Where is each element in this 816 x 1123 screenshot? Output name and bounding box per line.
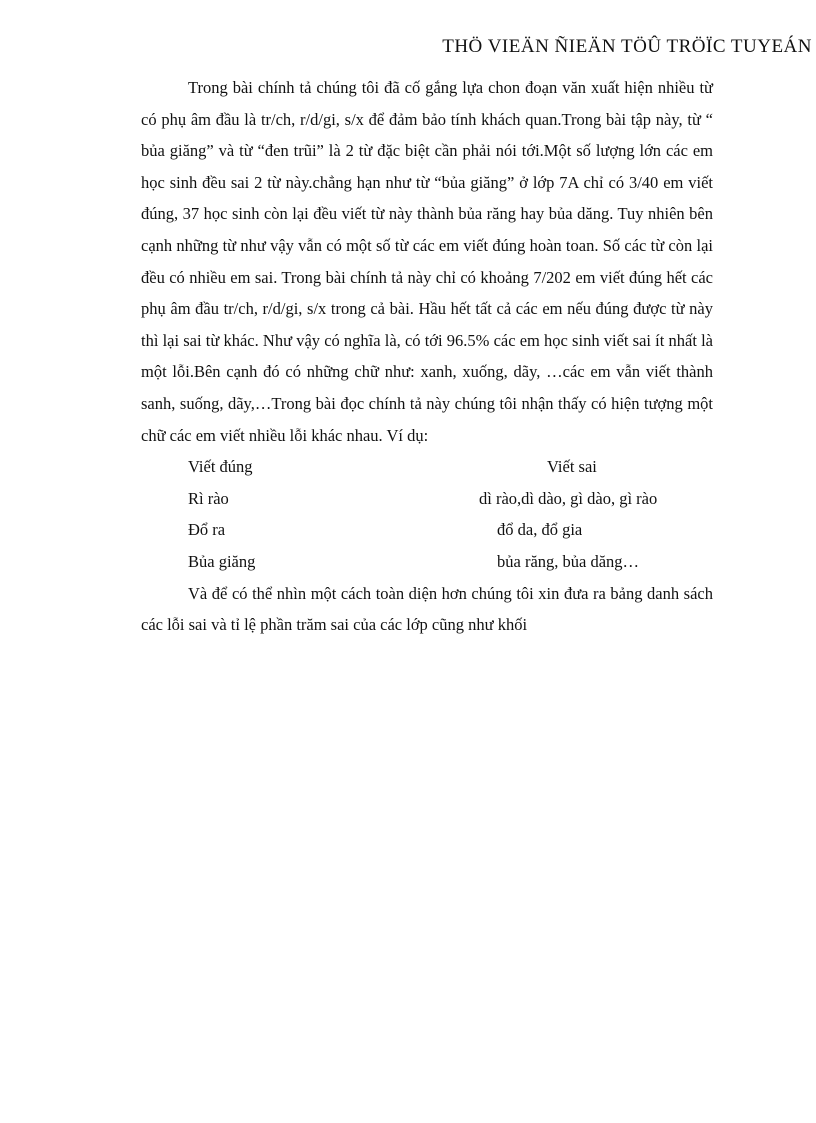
example-row (141, 546, 713, 578)
correct-word: Rì rào (188, 488, 229, 508)
wrong-column-heading: Viết sai (547, 457, 597, 477)
examples-table (141, 451, 713, 577)
closing-paragraph: Và để có thể nhìn một cách toàn diện hơn chúng tôi xin đưa ra bảng danh sách các lỗi sai và tỉ lệ phần trăm sai của các lớp cũng như khối (141, 583, 713, 635)
document-body (141, 72, 713, 641)
wrong-variants: bủa răng, bủa dăng… (497, 551, 640, 571)
examples-header-row (141, 451, 713, 483)
example-row (141, 483, 713, 515)
example-row (141, 514, 713, 546)
wrong-variants: đổ da, đổ gia (497, 520, 583, 540)
wrong-variants: dì rào,dì dào, gì dào, gì rào (479, 488, 658, 508)
correct-word: Bủa giăng (188, 551, 256, 571)
body-paragraph: Trong bài chính tả chúng tôi đã cố gắng lựa chon đoạn văn xuất hiện nhiều từ có phụ âm đầu là tr/ch, r/d/gi, s/x để đảm bảo tính khách quan.Trong bài tập này, từ “ bủa giăng” và từ “đen trũi” là 2 từ đặc biệt cần phải nói tới.Một số lượng lớn các em học sinh đều sai 2 từ này.chẳng hạn như từ “bủa giăng” ở lớp 7A chỉ có 3/40 em viết đúng, 37 học sinh còn lại đều viết từ này thành bủa răng hay bủa dăng. Tuy nhiên bên cạnh những từ như vậy vẫn có một số từ các em viết đúng hoàn toan. Số các từ còn lại đều có nhiều em sai. Trong bài chính tả này chỉ có khoảng 7/202 em viết đúng hết các phụ âm đầu tr/ch, r/d/gi, s/x trong cả bài. Hầu hết tất cả các em nếu đúng được từ này thì lại sai từ khác. Như vậy có nghĩa là, có tới 96.5% các em học sinh viết sai ít nhất là một lỗi.Bên cạnh đó có những chữ như: xanh, xuống, dãy, …các em vẫn viết thành sanh, suống, dãy,…Trong bài đọc chính tả này chúng tôi nhận thấy có hiện tượng một chữ các em viết nhiều lỗi khác nhau. Ví dụ: (141, 78, 713, 445)
correct-word: Đổ ra (188, 520, 226, 540)
correct-column-heading: Viết đúng (188, 457, 253, 477)
page-header: THÖ VIEÄN ÑIEÄN TÖÛ TRÖÏC TUYEÁN (442, 36, 812, 57)
